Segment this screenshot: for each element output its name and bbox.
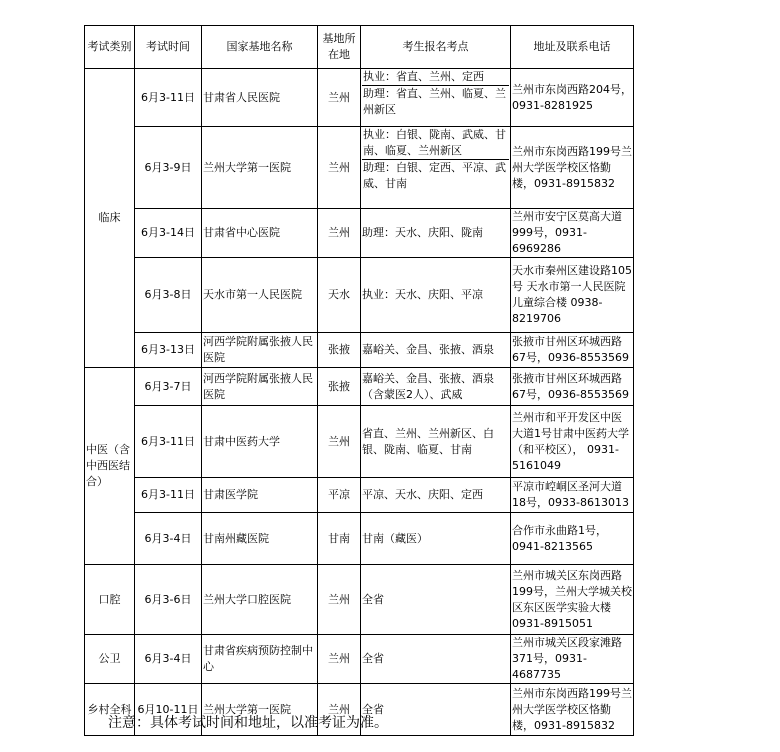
base-location: 张掖 — [318, 368, 361, 406]
header-address-phone: 地址及联系电话 — [511, 26, 634, 69]
header-base-name: 国家基地名称 — [202, 26, 318, 69]
base-location: 张掖 — [318, 333, 361, 368]
registration-sites: 全省 — [361, 565, 511, 635]
header-base-location: 基地所在地 — [318, 26, 361, 69]
footnote: 注意：具体考试时间和地址，以准考证为准。 — [108, 715, 388, 731]
registration-sites — [361, 127, 511, 209]
address-phone: 兰州市东岗西路204号，0931-8281925 — [511, 69, 634, 127]
exam-time: 6月10-11日 — [135, 684, 202, 736]
exam-time: 6月3-8日 — [135, 258, 202, 333]
exam-schedule-table — [84, 25, 634, 736]
address-phone: 兰州市城关区东岗西路199号，兰州大学城关校区东区医学实验大楼 0931-8915051 — [511, 565, 634, 635]
table-header-row — [85, 26, 634, 69]
registration-sites: 全省 — [361, 684, 511, 736]
registration-sites — [361, 69, 511, 127]
base-location: 甘南 — [318, 513, 361, 565]
address-phone: 天水市秦州区建设路105号 天水市第一人民医院儿童综合楼 0938-8219706 — [511, 258, 634, 333]
base-location: 兰州 — [318, 127, 361, 209]
base-name: 甘肃省中心医院 — [202, 209, 318, 258]
address-phone: 张掖市甘州区环城西路67号，0936-8553569 — [511, 333, 634, 368]
exam-time: 6月3-14日 — [135, 209, 202, 258]
table-row — [85, 478, 634, 513]
base-name: 河西学院附属张掖人民医院 — [202, 333, 318, 368]
header-exam-time: 考试时间 — [135, 26, 202, 69]
address-phone: 兰州市城关区段家滩路371号，0931-4687735 — [511, 635, 634, 684]
exam-time: 6月3-9日 — [135, 127, 202, 209]
category-cell: 临床 — [85, 69, 135, 368]
registration-sites: 甘南（藏医） — [361, 513, 511, 565]
base-name: 甘肃中医药大学 — [202, 406, 318, 478]
registration-sites: 执业：天水、庆阳、平凉 — [361, 258, 511, 333]
address-phone: 合作市永曲路1号，0941-8213565 — [511, 513, 634, 565]
exam-time: 6月3-4日 — [135, 513, 202, 565]
base-name: 甘肃医学院 — [202, 478, 318, 513]
base-name: 甘南州藏医院 — [202, 513, 318, 565]
exam-time: 6月3-11日 — [135, 478, 202, 513]
sites-assistant: 助理：白银、定西、平凉、武威、甘南 — [362, 159, 509, 192]
header-category: 考试类别 — [85, 26, 135, 69]
category-cell: 中医（含中西医结合） — [85, 368, 135, 565]
address-phone: 兰州市安宁区莫高大道999号，0931-6969286 — [511, 209, 634, 258]
category-cell: 口腔 — [85, 565, 135, 635]
base-name: 甘肃省疾病预防控制中心 — [202, 635, 318, 684]
base-name: 兰州大学第一医院 — [202, 127, 318, 209]
base-location: 平凉 — [318, 478, 361, 513]
registration-sites: 嘉峪关、金昌、张掖、酒泉 — [361, 333, 511, 368]
sites-practitioner: 执业：白银、陇南、武威、甘南、临夏、兰州新区 — [363, 128, 506, 157]
exam-time: 6月3-6日 — [135, 565, 202, 635]
exam-time: 6月3-13日 — [135, 333, 202, 368]
base-name: 天水市第一人民医院 — [202, 258, 318, 333]
category-cell: 公卫 — [85, 635, 135, 684]
address-phone: 兰州市东岗西路199号兰州大学医学校区恪勤楼，0931-8915832 — [511, 127, 634, 209]
header-registration-sites: 考生报名考点 — [361, 26, 511, 69]
base-location: 兰州 — [318, 209, 361, 258]
registration-sites: 助理：天水、庆阳、陇南 — [361, 209, 511, 258]
base-location: 兰州 — [318, 684, 361, 736]
exam-time: 6月3-7日 — [135, 368, 202, 406]
exam-time: 6月3-4日 — [135, 635, 202, 684]
registration-sites: 省直、兰州、兰州新区、白银、陇南、临夏、甘南 — [361, 406, 511, 478]
table-row — [85, 258, 634, 333]
exam-time: 6月3-11日 — [135, 406, 202, 478]
address-phone: 张掖市甘州区环城西路67号，0936-8553569 — [511, 368, 634, 406]
exam-time: 6月3-11日 — [135, 69, 202, 127]
table-row — [85, 69, 634, 127]
table-row — [85, 209, 634, 258]
base-name: 兰州大学口腔医院 — [202, 565, 318, 635]
registration-sites: 嘉峪关、金昌、张掖、酒泉（含蒙医2人）、武威 — [361, 368, 511, 406]
base-location: 兰州 — [318, 69, 361, 127]
base-location: 兰州 — [318, 635, 361, 684]
table-row — [85, 635, 634, 684]
category-cell: 乡村全科 — [85, 684, 135, 736]
table-row — [85, 333, 634, 368]
base-location: 兰州 — [318, 406, 361, 478]
sites-practitioner: 执业：省直、兰州、定西 — [363, 70, 484, 83]
base-name: 甘肃省人民医院 — [202, 69, 318, 127]
base-location: 兰州 — [318, 565, 361, 635]
table-row — [85, 513, 634, 565]
address-phone: 兰州市和平开发区中医大道1号甘肃中医药大学（和平校区）， 0931-5161049 — [511, 406, 634, 478]
address-phone: 兰州市东岗西路199号兰州大学医学校区恪勤楼，0931-8915832 — [511, 684, 634, 736]
base-location: 天水 — [318, 258, 361, 333]
table-row — [85, 565, 634, 635]
sites-assistant: 助理：省直、兰州、临夏、兰州新区 — [362, 85, 509, 118]
table-row — [85, 406, 634, 478]
table-row — [85, 127, 634, 209]
base-name: 兰州大学第一医院 — [202, 684, 318, 736]
registration-sites: 全省 — [361, 635, 511, 684]
table-row — [85, 368, 634, 406]
address-phone: 平凉市崆峒区圣河大道18号，0933-8613013 — [511, 478, 634, 513]
registration-sites: 平凉、天水、庆阳、定西 — [361, 478, 511, 513]
base-name: 河西学院附属张掖人民医院 — [202, 368, 318, 406]
